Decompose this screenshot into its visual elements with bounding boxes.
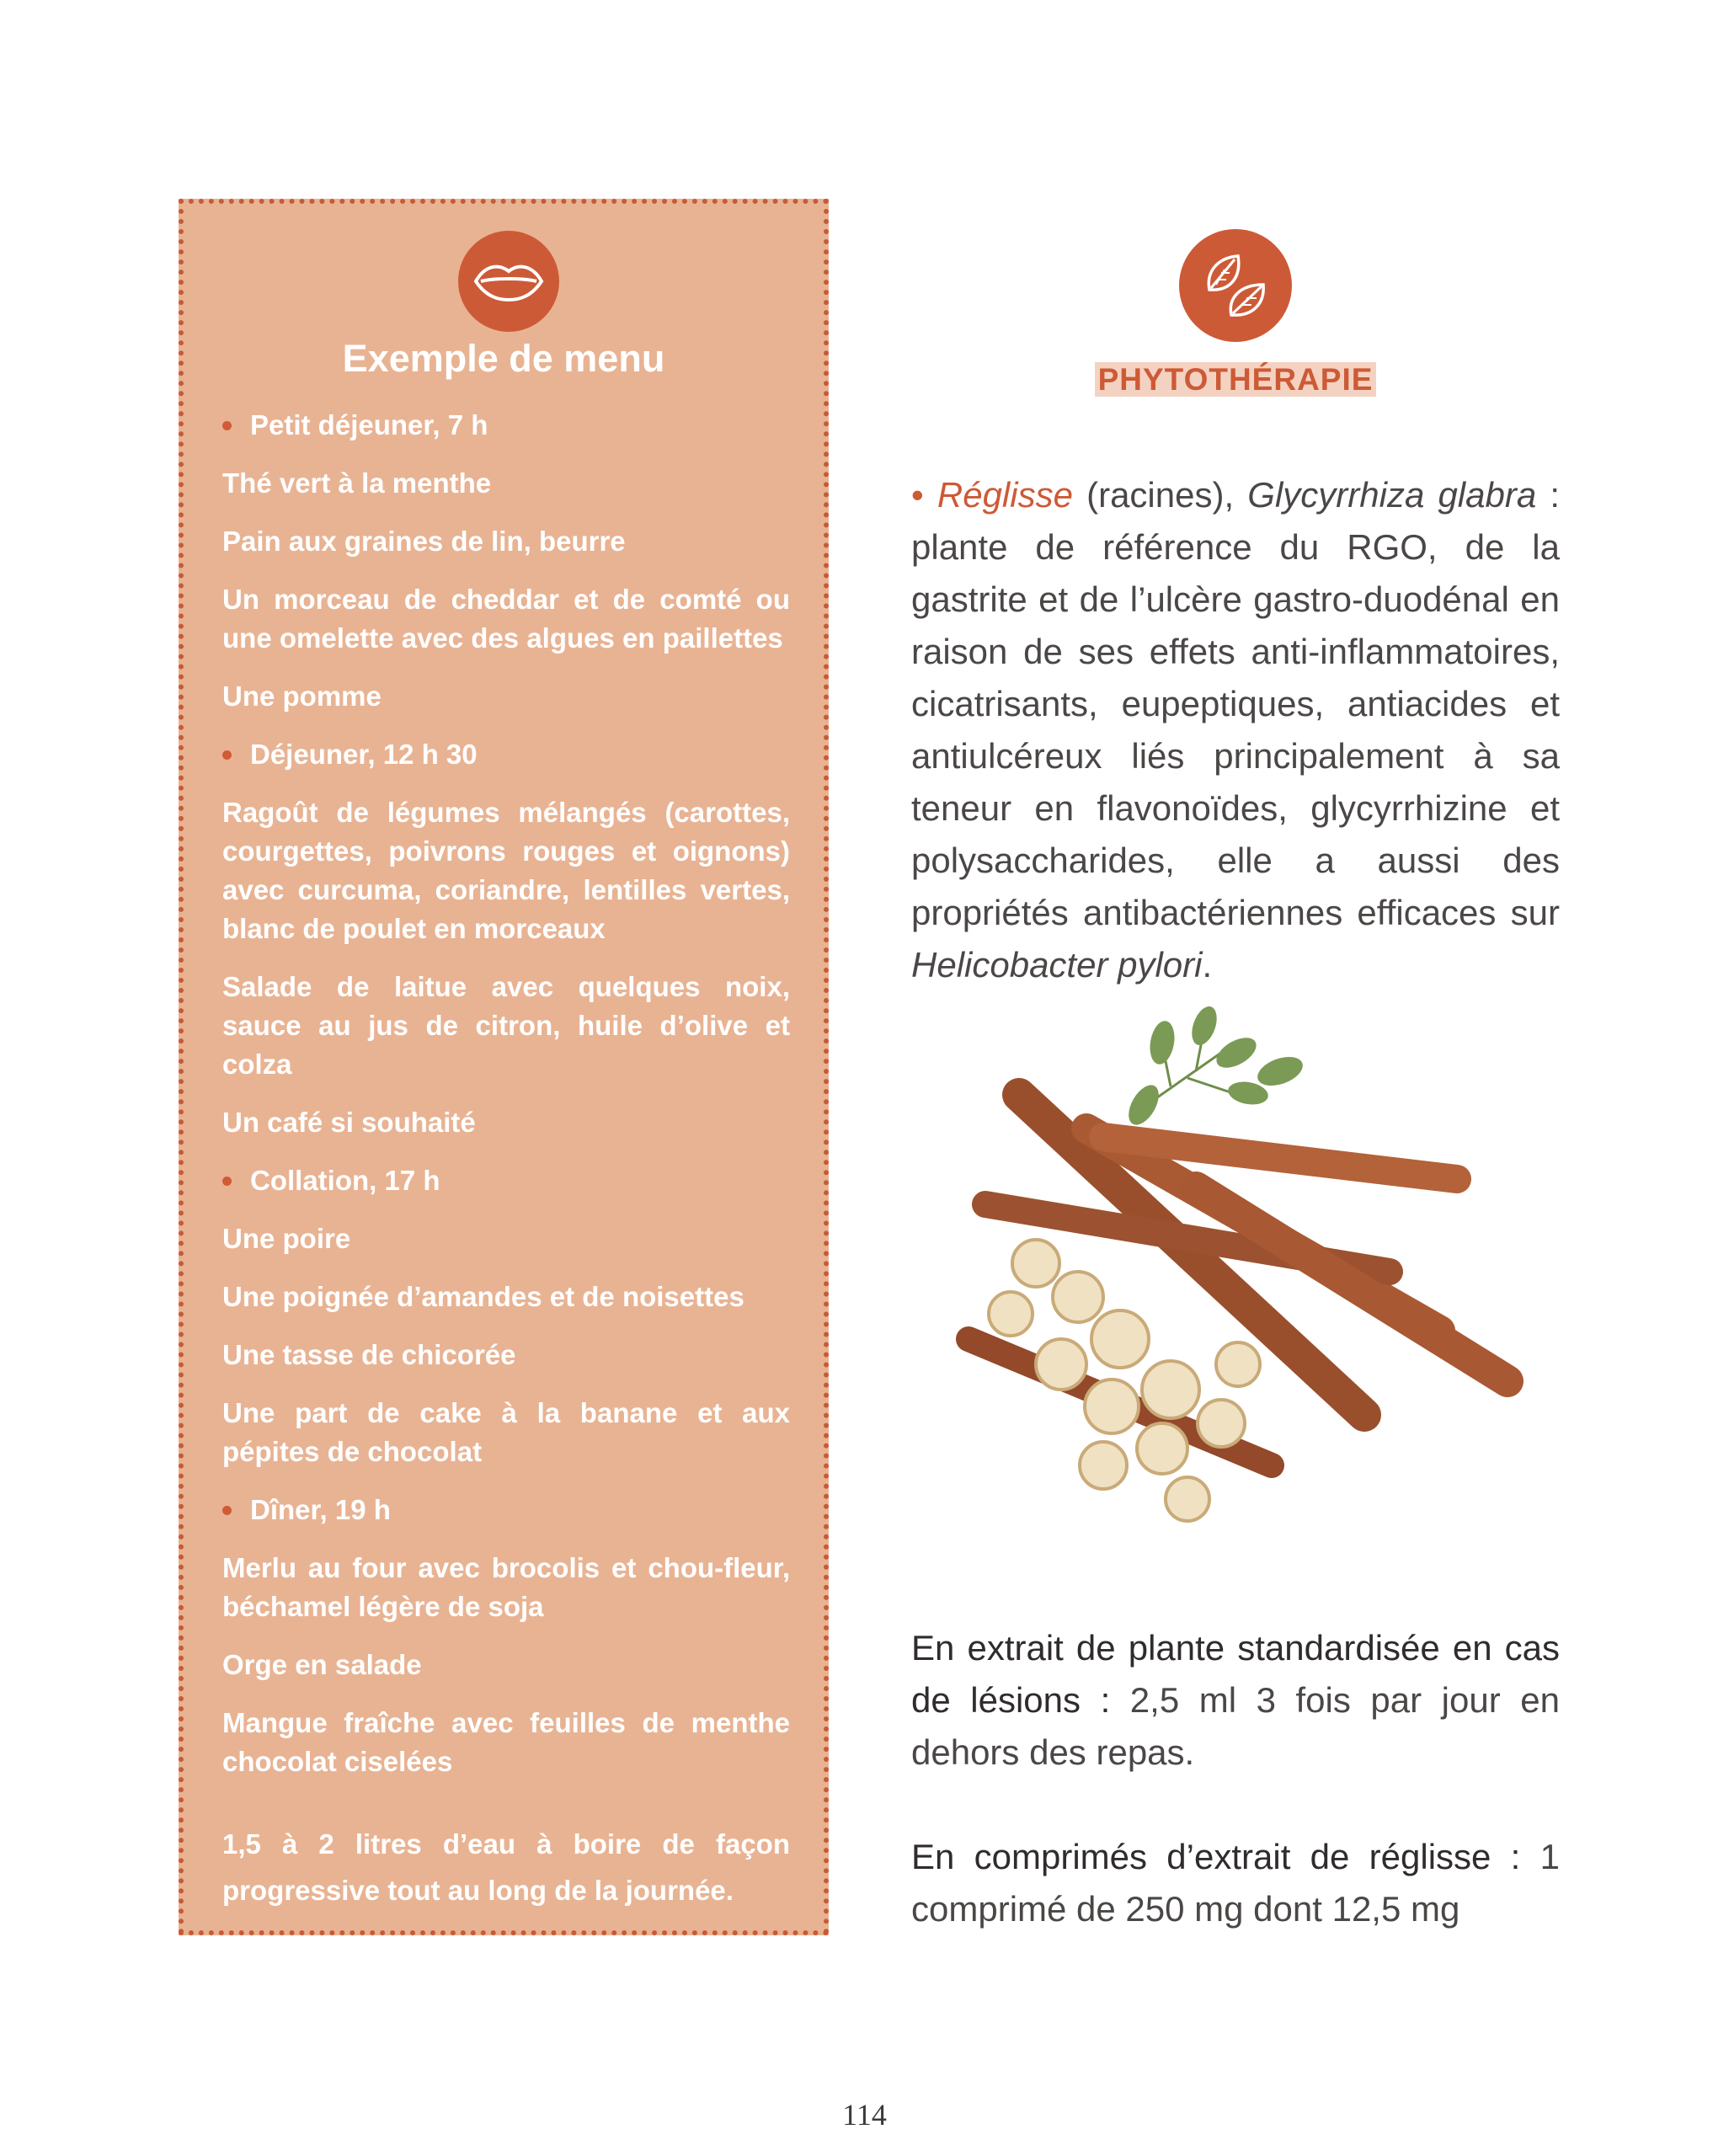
menu-item (222, 793, 790, 948)
menu-item (222, 1549, 790, 1626)
paragraph-end: . (1202, 945, 1213, 985)
menu-item-text: Déjeuner, 12 h 30 (250, 739, 478, 770)
licorice-roots-image (918, 994, 1558, 1533)
menu-item-text: Une poire (222, 1223, 351, 1254)
menu-item (222, 1646, 790, 1684)
page-number: 114 (842, 2098, 887, 2132)
menu-item-text: Dîner, 19 h (250, 1494, 391, 1525)
bullet-dot (222, 750, 232, 760)
menu-item-text: Pain aux graines de lin, beurre (222, 526, 626, 557)
lips-icon (458, 231, 559, 332)
dosage-tablets-lead: En comprimés d’extrait de réglisse : (911, 1837, 1521, 1876)
phyto-title (1070, 362, 1401, 398)
menu-item-text: Merlu au four avec brocolis et chou-fleur, béchamel légère de soja (222, 1552, 790, 1622)
bullet-dot (222, 1506, 232, 1515)
menu-section-heading (222, 1161, 790, 1200)
menu-item (222, 522, 790, 561)
menu-item-text: Orge en salade (222, 1649, 422, 1680)
menu-item-text: Salade de laitue avec quelques noix, sauce au jus de citron, huile d’olive et colza (222, 971, 790, 1080)
menu-item-text: Une pomme (222, 680, 382, 712)
menu-item-text: Collation, 17 h (250, 1165, 440, 1196)
dosage-extract (911, 1622, 1560, 1779)
menu-item-text: Une part de cake à la banane et aux pépites de chocolat (222, 1397, 790, 1467)
menu-item (222, 1103, 790, 1142)
plant-description: : plante de référence du RGO, de la gastrite et de l’ulcère gastro-duodénal en raison de ses effets anti-inflammatoires, cicatrisants, eupeptiques, antiacides et antiulcéreux liés principalement à sa teneur en flavonoïdes, glycyrrhizine et polysaccharides, elle a aussi des propriétés antibactériennes efficaces sur (911, 475, 1561, 932)
menu-section-heading (222, 1491, 790, 1529)
menu-footer: 1,5 à 2 litres d’eau à boire de façon progressive tout au long de la journée. (222, 1828, 790, 1906)
menu-item-text: Ragoût de légumes mélangés (carottes, courgettes, poivrons rouges et oignons) avec curcuma, coriandre, lentilles vertes, blanc de poulet en morceaux (222, 797, 790, 944)
leaves-icon (1179, 229, 1292, 342)
phyto-paragraph (911, 469, 1560, 991)
menu-item (222, 677, 790, 716)
menu-item-text: Une tasse de chicorée (222, 1339, 516, 1370)
bullet: • (911, 475, 924, 515)
menu-item-text: Thé vert à la menthe (222, 467, 492, 499)
menu-item-text: Un café si souhaité (222, 1107, 476, 1138)
bacteria-name: Helicobacter pylori (911, 945, 1203, 985)
dosage-extract-text: 2,5 ml 3 fois par jour en dehors des repas. (911, 1680, 1560, 1772)
dosage-tablets-text: 1 comprimé de 250 mg dont 12,5 mg (911, 1837, 1560, 1929)
menu-item (222, 464, 790, 503)
dosage-extract-lead: En extrait de plante standardisée en cas de lésions : (911, 1628, 1560, 1720)
latin-name: Glycyrrhiza glabra (1247, 475, 1537, 515)
menu-item (222, 968, 790, 1084)
menu-title: Exemple de menu (342, 337, 665, 380)
menu-item (222, 1394, 790, 1471)
menu-item-text: Un morceau de cheddar et de comté ou une omelette avec des algues en paillettes (222, 584, 790, 654)
plant-part: (racines), (1072, 475, 1248, 515)
menu-section-heading (222, 406, 790, 445)
plant-name: Réglisse (937, 475, 1073, 515)
phyto-title-text: PHYTOTHÉRAPIE (1095, 362, 1377, 397)
menu-item-text: Petit déjeuner, 7 h (250, 409, 488, 440)
menu-item-text: Mangue fraîche avec feuilles de menthe chocolat ciselées (222, 1707, 790, 1777)
menu-box (179, 199, 829, 1935)
menu-list (222, 406, 790, 1801)
menu-item-text: Une poignée d’amandes et de noisettes (222, 1281, 744, 1312)
menu-item (222, 580, 790, 658)
menu-item (222, 1278, 790, 1316)
bullet-dot (222, 421, 232, 430)
menu-section-heading (222, 735, 790, 774)
dosage-tablets (911, 1831, 1560, 1935)
menu-item (222, 1219, 790, 1258)
menu-item (222, 1704, 790, 1781)
menu-item (222, 1336, 790, 1374)
bullet-dot (222, 1177, 232, 1186)
